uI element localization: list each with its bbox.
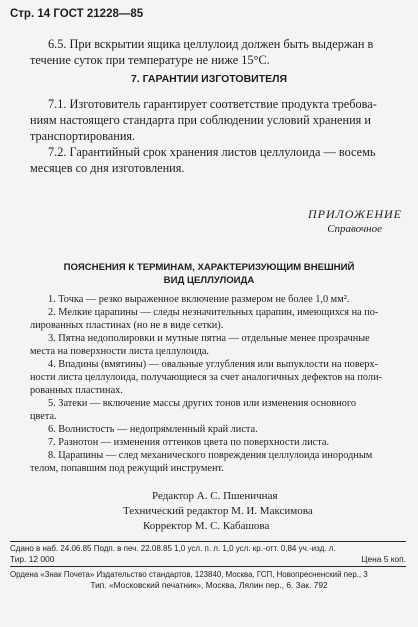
para-7-2-line2: месяцев со дня изготовления. — [30, 161, 185, 175]
appendix-heading-line2: ВИД ЦЕЛЛУЛОИДА — [163, 275, 255, 286]
para-7-2-line1: 7.2. Гарантийный срок хранения листов целлулоида — восемь — [48, 145, 376, 159]
tech-editor-credit: Технический редактор М. И. Максимова — [123, 505, 313, 517]
term-line: 1. Точка — резко выраженное включение размером не более 1,0 мм². — [48, 294, 350, 305]
imprint-top-rule — [10, 541, 406, 542]
term-line: 2. Мелкие царапины — следы незначительных царапин, имеющихся на по- — [48, 307, 379, 318]
publisher-line: Ордена «Знак Почета» Издательство стандартов, 123840, Москва, ГСП, Новопресненский пер., 3 — [10, 570, 368, 579]
corrector-credit: Корректор М. С. Кабашова — [143, 520, 270, 532]
para-6-5-line2: течение суток при температуре не ниже 15°С. — [30, 53, 270, 67]
appendix-title: ПРИЛОЖЕНИЕ — [308, 207, 402, 221]
appendix-heading-line1: ПОЯСНЕНИЯ К ТЕРМИНАМ, ХАРАКТЕРИЗУЮЩИМ ВНЕШНИЙ — [63, 262, 355, 273]
term-line: рованных пластинах. — [30, 385, 123, 396]
term-line: 8. Царапины — след механического повреждения целлулоида инородным — [48, 450, 373, 461]
imprint-line1: Сдано в наб. 24.06.85 Подп. в печ. 22.08.85 1,0 усл. п. л. 1,0 усл. кр.-отт. 0,84 уч.-изд. л. — [10, 544, 336, 553]
term-line: 4. Впадины (вмятины) — овальные углубления или выпуклости на поверх- — [48, 359, 378, 370]
editor-credit: Редактор А. С. Пшеничная — [152, 490, 278, 502]
page-header: Стр. 14 ГОСТ 21228—85 — [10, 8, 144, 20]
printer-line: Тип. «Московский печатник», Москва, Лялин пер., 6. Зак. 792 — [90, 580, 328, 590]
term-line: 3. Пятна недополировки и мутные пятна — отдельные менее прозрачные — [48, 333, 370, 344]
term-line: лированных пластинах (но не в виде сетки). — [30, 320, 224, 331]
imprint-price: Цена 5 коп. — [361, 554, 406, 564]
para-7-1-line2: ниям настоящего стандарта при соблюдении условий хранения и — [30, 113, 371, 127]
section-7-heading: 7. ГАРАНТИИ ИЗГОТОВИТЕЛЯ — [130, 73, 288, 85]
term-line: 7. Разнотон — изменения оттенков цвета по поверхности листа. — [48, 437, 330, 448]
imprint-bottom-rule — [10, 566, 406, 567]
para-7-1-line3: транспортирования. — [30, 129, 136, 143]
term-line: места на поверхности листа целлулоида. — [30, 346, 209, 357]
term-line: цвета. — [30, 411, 57, 422]
term-line: ности листа целлулоида, получающиеся за счет аналогичных дефектов на поли- — [30, 372, 383, 383]
term-line: 6. Волнистость — недопрямленный край листа. — [48, 424, 258, 435]
appendix-subtitle: Справочное — [327, 223, 382, 235]
para-7-1-line1: 7.1. Изготовитель гарантирует соответствие продукта требова- — [48, 97, 377, 111]
imprint-print-run: Тир. 12 000 — [10, 554, 55, 564]
para-6-5-line1: 6.5. При вскрытии ящика целлулоид должен быть выдержан в — [48, 37, 374, 51]
term-line: телом, попавшим под режущий инструмент. — [30, 463, 224, 474]
term-line: 5. Затеки — включение массы других тонов или изменения основного — [48, 398, 357, 409]
